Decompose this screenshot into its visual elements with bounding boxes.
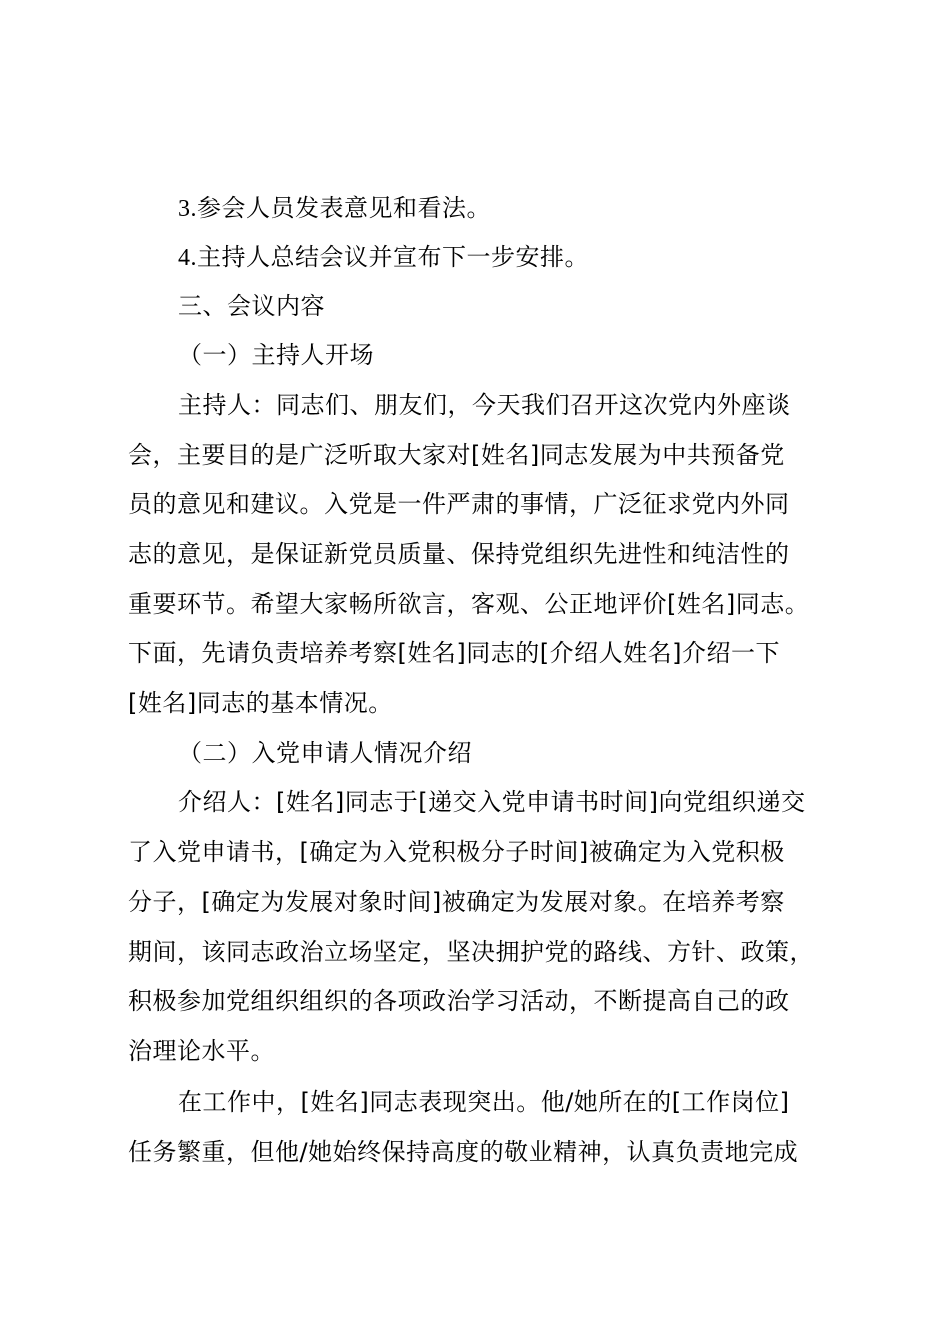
list-item-3 [178, 193, 491, 224]
paragraph-line: 任务繁重，但他/她始终保持高度的敬业精神，认真负责地完成 [128, 1138, 799, 1166]
paragraph-line: 会，主要目的是广泛听取大家对[姓名]同志发展为中共预备党 [128, 441, 785, 469]
list-item-text: 参会人员发表意见和看法。 [197, 194, 491, 222]
paragraph-line: 在工作中，[姓名]同志表现突出。他/她所在的[工作岗位] [178, 1088, 790, 1116]
list-item-text: 主持人总结会议并宣布下一步安排。 [197, 243, 589, 271]
list-item-4 [178, 242, 589, 273]
paragraph-line: 志的意见，是保证新党员质量、保持党组织先进性和纯洁性的 [128, 540, 790, 568]
paragraph-line: 下面，先请负责培养考察[姓名]同志的[介绍人姓名]介绍一下 [128, 639, 780, 667]
list-item-number: 4. [178, 245, 197, 271]
paragraph-line: 分子，[确定为发展对象时间]被确定为发展对象。在培养考察 [128, 888, 785, 916]
paragraph-line: 重要环节。希望大家畅所欲言，客观、公正地评价[姓名]同志。 [128, 590, 810, 618]
paragraph-line: 介绍人：[姓名]同志于[递交入党申请书时间]向党组织递交 [178, 788, 806, 816]
paragraph-line: 主持人：同志们、朋友们，今天我们召开这次党内外座谈 [178, 391, 791, 419]
list-item-number: 3. [178, 196, 197, 222]
paragraph-line: 了入党申请书，[确定为入党积极分子时间]被确定为入党积极 [128, 838, 785, 866]
paragraph-line: 积极参加党组织组织的各项政治学习活动，不断提高自己的政 [128, 987, 790, 1015]
section-heading: 三、会议内容 [178, 292, 325, 320]
subsection-heading-2: （二）入党申请人情况介绍 [178, 739, 472, 767]
paragraph-line: 期间，该同志政治立场坚定，坚决拥护党的路线、方针、政策， [128, 938, 814, 966]
paragraph-line: 员的意见和建议。入党是一件严肃的事情，广泛征求党内外同 [128, 490, 790, 518]
subsection-heading-1: （一）主持人开场 [178, 341, 374, 369]
paragraph-line: 治理论水平。 [128, 1037, 275, 1065]
paragraph-line: [姓名]同志的基本情况。 [128, 689, 393, 717]
